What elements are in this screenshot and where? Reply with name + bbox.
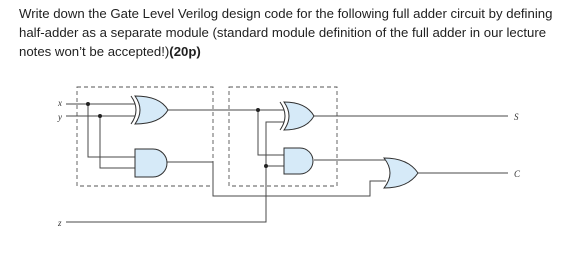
input-z-label: z [58, 218, 62, 228]
half-adder-2-boundary [229, 87, 337, 186]
input-y-label: y [58, 112, 62, 122]
xor-gate-2 [280, 102, 314, 130]
output-s-label: S [514, 112, 519, 122]
xor-gate-1 [131, 96, 168, 124]
and-gate-1 [135, 149, 167, 177]
junction-dot [98, 114, 102, 118]
input-x-label: x [58, 98, 62, 108]
junction-dot [264, 164, 268, 168]
or-gate [384, 158, 418, 188]
question-body: Write down the Gate Level Verilog design code for the following full adder circuit by defining half-adder as a separate module (standard module definition of the full adder in our lecture notes won’t be accepted!) [19, 6, 553, 59]
output-c-label: C [514, 169, 521, 179]
question-points: (20p) [169, 44, 201, 59]
junction-dot [256, 108, 260, 112]
and-gate-2 [284, 148, 313, 174]
junction-dot [86, 102, 90, 106]
